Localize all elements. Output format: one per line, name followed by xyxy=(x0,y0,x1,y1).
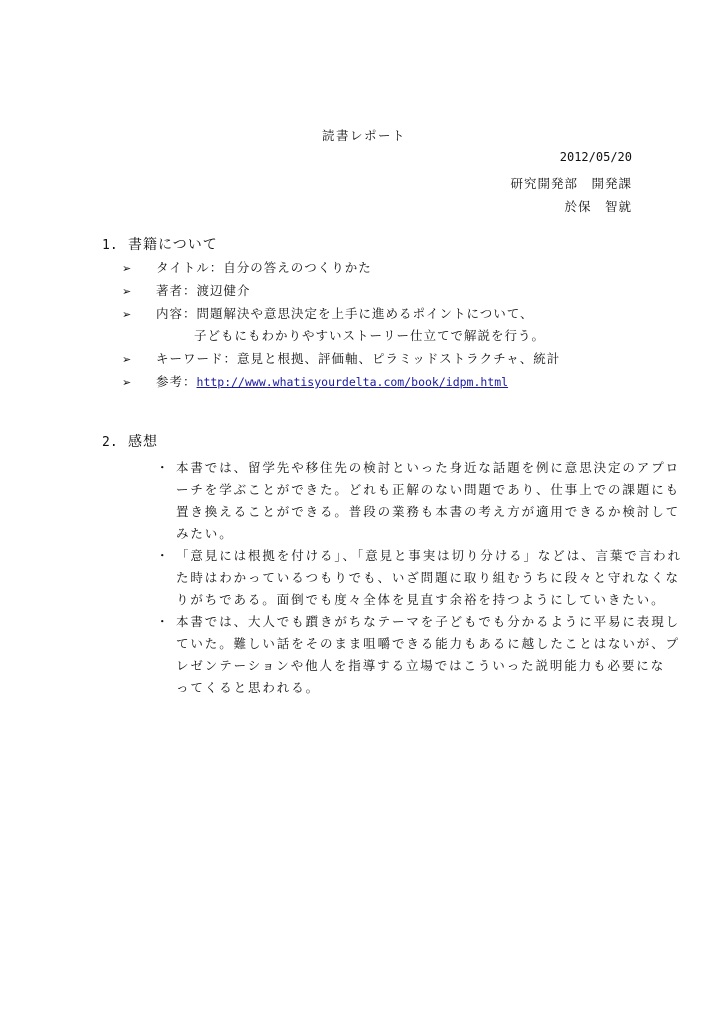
paragraph-line: みたい。 xyxy=(176,526,234,541)
paragraph-line: りがちである。面倒でも度々全体を見直す余裕を持つようにしていきたい。 xyxy=(176,592,666,607)
paragraph-line: 本書では、留学先や移住先の検討といった身近な話題を例に意思決定のアプロ xyxy=(176,460,681,475)
paragraph-line: ていた。難しい話をそのまま咀嚼できる能力もあるに越したことはないが、プ xyxy=(176,636,681,651)
bullet-dot: ・ xyxy=(156,460,169,475)
list-item-author: ➢ 著者：渡辺健介 xyxy=(122,283,251,298)
section-title: 書籍について xyxy=(128,237,218,253)
section-title: 感想 xyxy=(128,434,158,450)
report-title: 読書レポート xyxy=(321,128,406,143)
report-date: 2012/05/20 xyxy=(559,150,632,164)
paragraph-line: レゼンテーションや他人を指導する立場ではこういった説明能力も必要にな xyxy=(176,658,666,673)
bullet-dot: ・ xyxy=(156,548,169,563)
list-item-reference: ➢ 参考：http://www.whatisyourdelta.com/book/idpm.html xyxy=(122,374,509,389)
arrow-bullet-icon: ➢ xyxy=(122,376,133,389)
section-number: 1. xyxy=(102,238,118,253)
bullet-dot: ・ xyxy=(156,614,169,629)
arrow-bullet-icon: ➢ xyxy=(122,262,133,275)
author-name: 於保 智就 xyxy=(564,199,632,214)
arrow-bullet-icon: ➢ xyxy=(122,353,133,366)
arrow-bullet-icon: ➢ xyxy=(122,308,133,321)
section-number: 2. xyxy=(102,435,118,450)
reference-link[interactable]: http://www.whatisyourdelta.com/book/idpm.html xyxy=(196,375,509,389)
paragraph-line: 本書では、大人でも躓きがちなテーマを子どもでも分かるように平易に表現し xyxy=(176,614,681,629)
arrow-bullet-icon: ➢ xyxy=(122,285,133,298)
paragraph-line: ーチを学ぶことができた。どれも正解のない問題であり、仕事上での課題にも xyxy=(176,482,681,497)
list-item-keywords: ➢ キーワード：意見と根拠、評価軸、ピラミッドストラクチャ、統計 xyxy=(122,351,561,366)
paragraph-line: た時はわかっているつもりでも、いざ問題に取り組むうちに段々と守れなくな xyxy=(176,570,680,585)
list-item-content: ➢ 内容：問題解決や意思決定を上手に進めるポイントについて、 xyxy=(122,306,534,321)
paragraph-line: ってくると思われる。 xyxy=(176,680,321,695)
section-heading-impressions xyxy=(102,431,158,451)
department: 研究開発部 開発課 xyxy=(510,176,632,191)
list-item-content-continuation: 子どもにもわかりやすいストーリー仕立てで解説を行う。 xyxy=(194,328,546,343)
paragraph-line: 「意見には根拠を付ける」、「意見と事実は切り分ける」などは、言葉で言われ xyxy=(176,548,682,563)
list-item-title: ➢ タイトル：自分の答えのつくりかた xyxy=(122,260,372,275)
paragraph-line: 置き換えることができる。普段の業務も本書の考え方が適用できるか検討して xyxy=(176,504,681,519)
section-heading-book xyxy=(102,234,218,254)
